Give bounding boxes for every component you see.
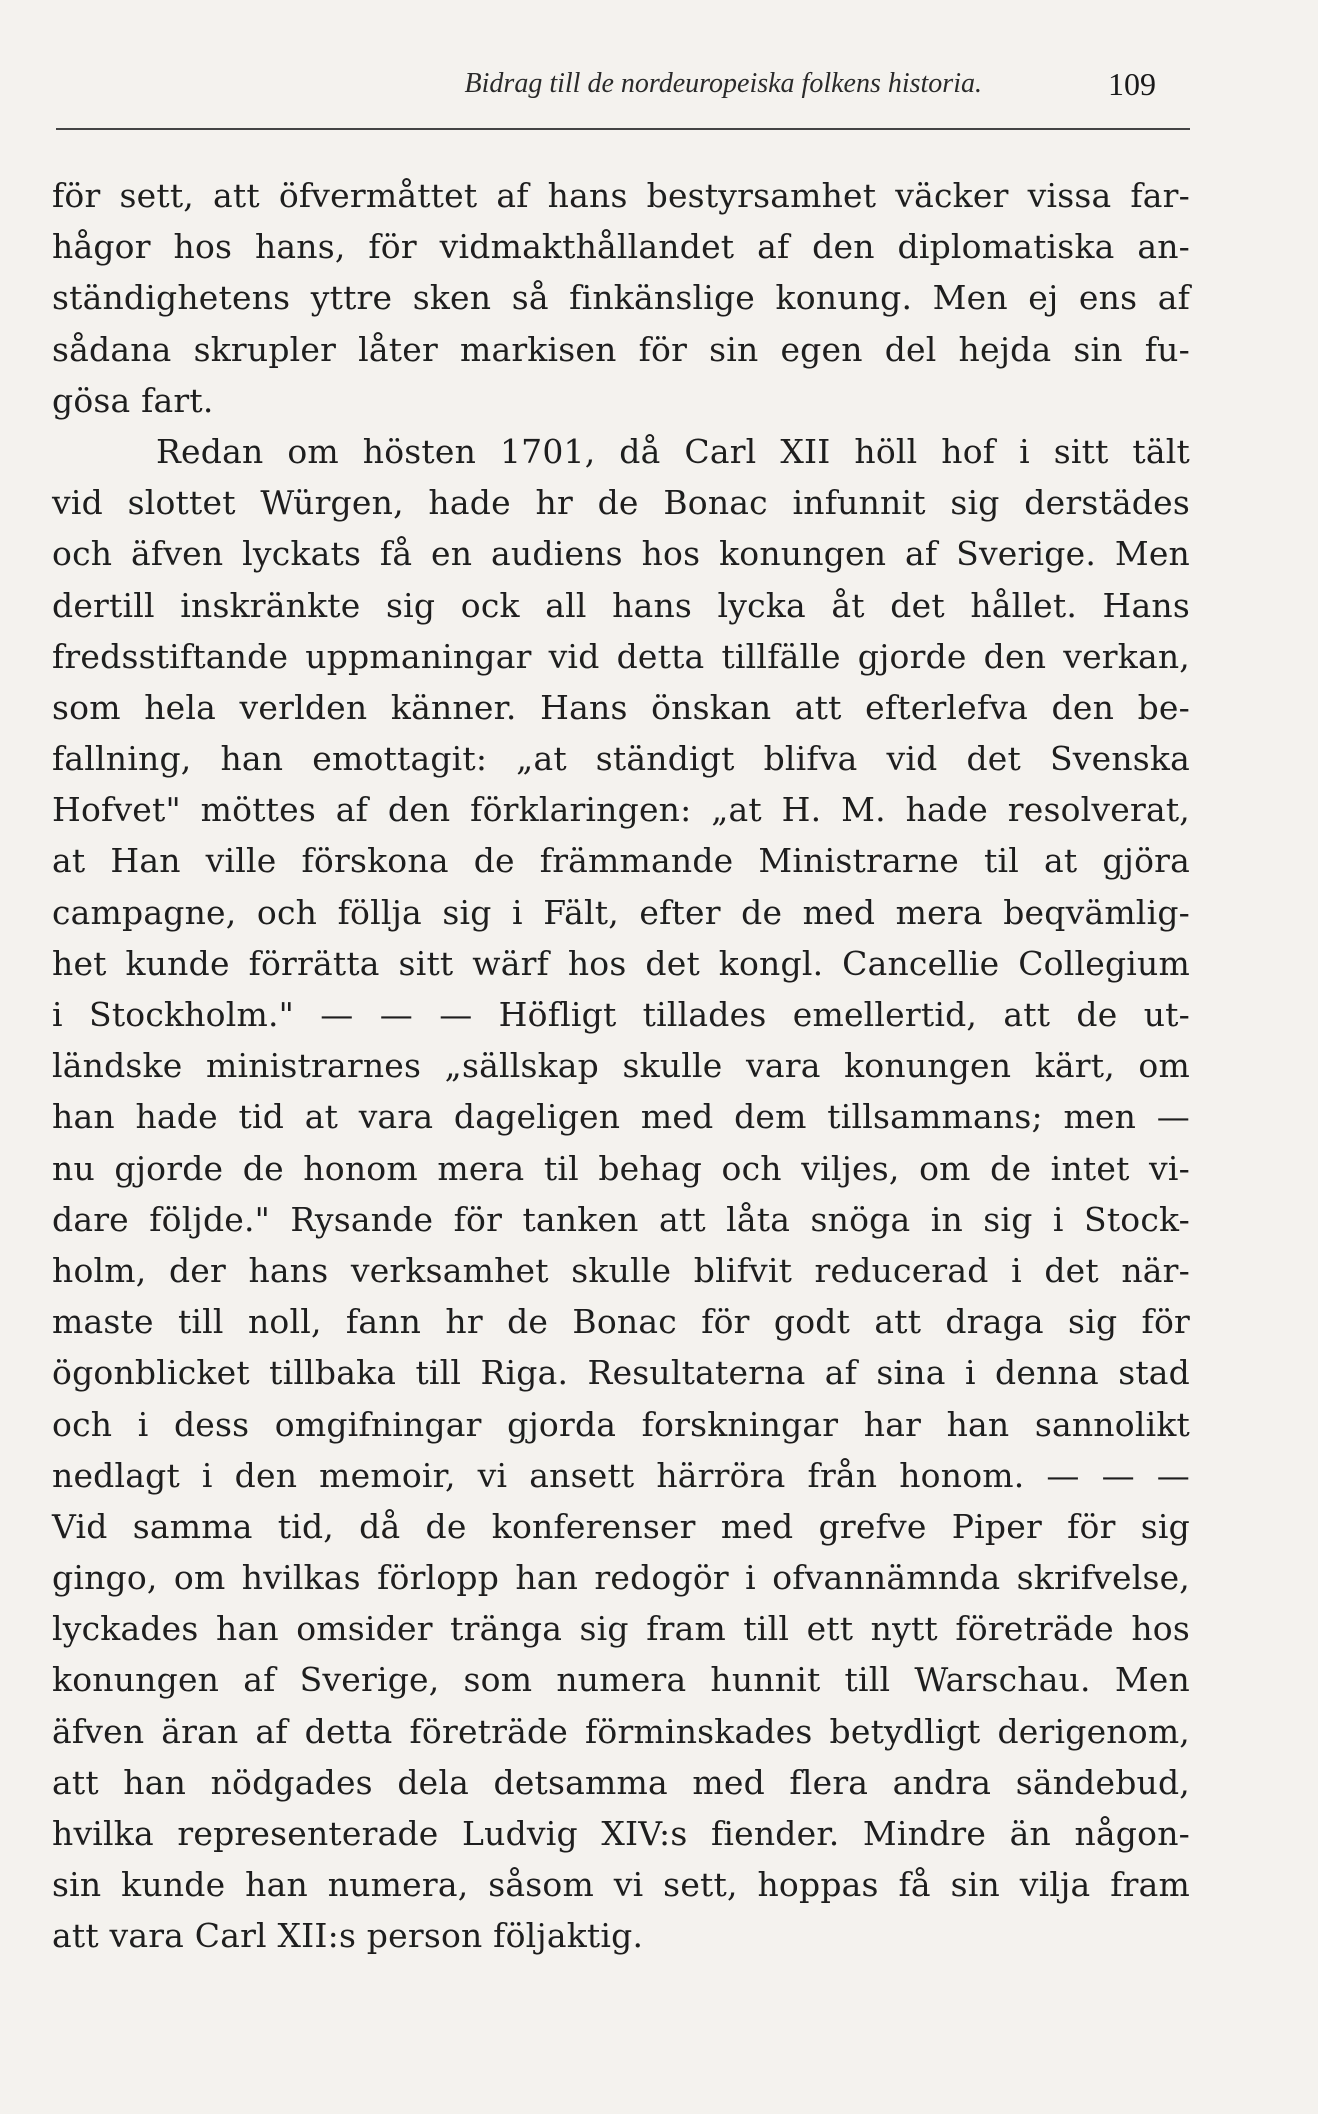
text-line: gingo, om hvilkas förlopp han redogör i ofvannämnda skrifvelse,	[52, 1558, 1190, 1598]
text-line: fallning, han emottagit: „at ständigt blifva vid det Svenska	[52, 739, 1190, 779]
text-line: campagne, och föllja sig i Fält, efter de med mera beqvämlig-	[52, 892, 1190, 932]
text-line: nedlagt i den memoir, vi ansett härröra från honom. — — —	[52, 1455, 1190, 1495]
text-line: het kunde förrätta sitt wärf hos det kongl. Cancellie Collegium	[52, 943, 1190, 983]
text-line: sin kunde han numera, såsom vi sett, hoppas få sin vilja fram	[52, 1865, 1190, 1905]
text-line: gösa fart.	[52, 380, 214, 420]
text-line: Redan om hösten 1701, då Carl XII höll hof i sitt tält	[156, 431, 1190, 471]
text-line: han hade tid at vara dageligen med dem tillsammans; men —	[52, 1097, 1190, 1137]
text-line: dertill inskränkte sig ock all hans lycka åt det hållet. Hans	[52, 585, 1190, 625]
text-line: hvilka representerade Ludvig XIV:s fiender. Mindre än någon-	[52, 1814, 1190, 1853]
text-line: sådana skrupler låter markisen för sin egen del hejda sin fu-	[52, 329, 1190, 369]
body-text	[52, 170, 1190, 1962]
text-line: dare följde." Rysande för tanken att låta snöga in sig i Stock-	[52, 1199, 1190, 1239]
header-rule	[56, 128, 1190, 130]
text-line: fredsstiftande uppmaningar vid detta tillfälle gjorde den verkan,	[52, 636, 1190, 676]
text-line: maste till noll, fann hr de Bonac för godt att draga sig för	[52, 1302, 1190, 1342]
text-line: konungen af Sverige, som numera hunnit till Warschau. Men	[52, 1660, 1190, 1700]
text-line: Vid samma tid, då de konferenser med grefve Piper för sig	[52, 1506, 1190, 1546]
text-line: ögonblicket tillbaka till Riga. Resultaterna af sina i denna stad	[52, 1353, 1190, 1393]
text-line: i Stockholm." — — — Höfligt tillades emellertid, att de ut-	[52, 995, 1190, 1034]
text-line: ländske ministrarnes „sällskap skulle vara konungen kärt, om	[52, 1046, 1190, 1086]
text-line: och äfven lyckats få en audiens hos konungen af Sverige. Men	[52, 534, 1190, 574]
text-line: holm, der hans verksamhet skulle blifvit reducerad i det när-	[52, 1250, 1190, 1290]
text-line: vid slottet Würgen, hade hr de Bonac infunnit sig derstädes	[52, 483, 1190, 523]
page-number: 109	[1108, 66, 1156, 102]
page-header	[52, 66, 1190, 110]
text-line: hågor hos hans, för vidmakthållandet af den diplomatiska an-	[52, 227, 1190, 267]
text-line: och i dess omgifningar gjorda forskningar har han sannolikt	[52, 1404, 1190, 1444]
text-line: äfven äran af detta företräde förminskades betydligt derigenom,	[52, 1711, 1190, 1751]
text-line: som hela verlden känner. Hans önskan att efterlefva den be-	[52, 687, 1190, 727]
text-line: at Han ville förskona de främmande Ministrarne til at gjöra	[52, 841, 1190, 881]
text-line: Hofvet" möttes af den förklaringen: „at H. M. hade resolverat,	[52, 790, 1190, 830]
text-line: ständighetens yttre sken så finkänslige konung. Men ej ens af	[52, 278, 1190, 318]
text-line: att han nödgades dela detsamma med flera andra sändebud,	[52, 1762, 1190, 1802]
running-title: Bidrag till de nordeuropeiska folkens historia.	[464, 68, 982, 99]
text-line: för sett, att öfvermåttet af hans bestyrsamhet väcker vissa far-	[52, 176, 1190, 215]
text-line: lyckades han omsider tränga sig fram till ett nytt företräde hos	[52, 1609, 1190, 1649]
text-line: nu gjorde de honom mera til behag och viljes, om de intet vi-	[52, 1148, 1190, 1188]
text-line: att vara Carl XII:s person följaktig.	[52, 1916, 644, 1956]
